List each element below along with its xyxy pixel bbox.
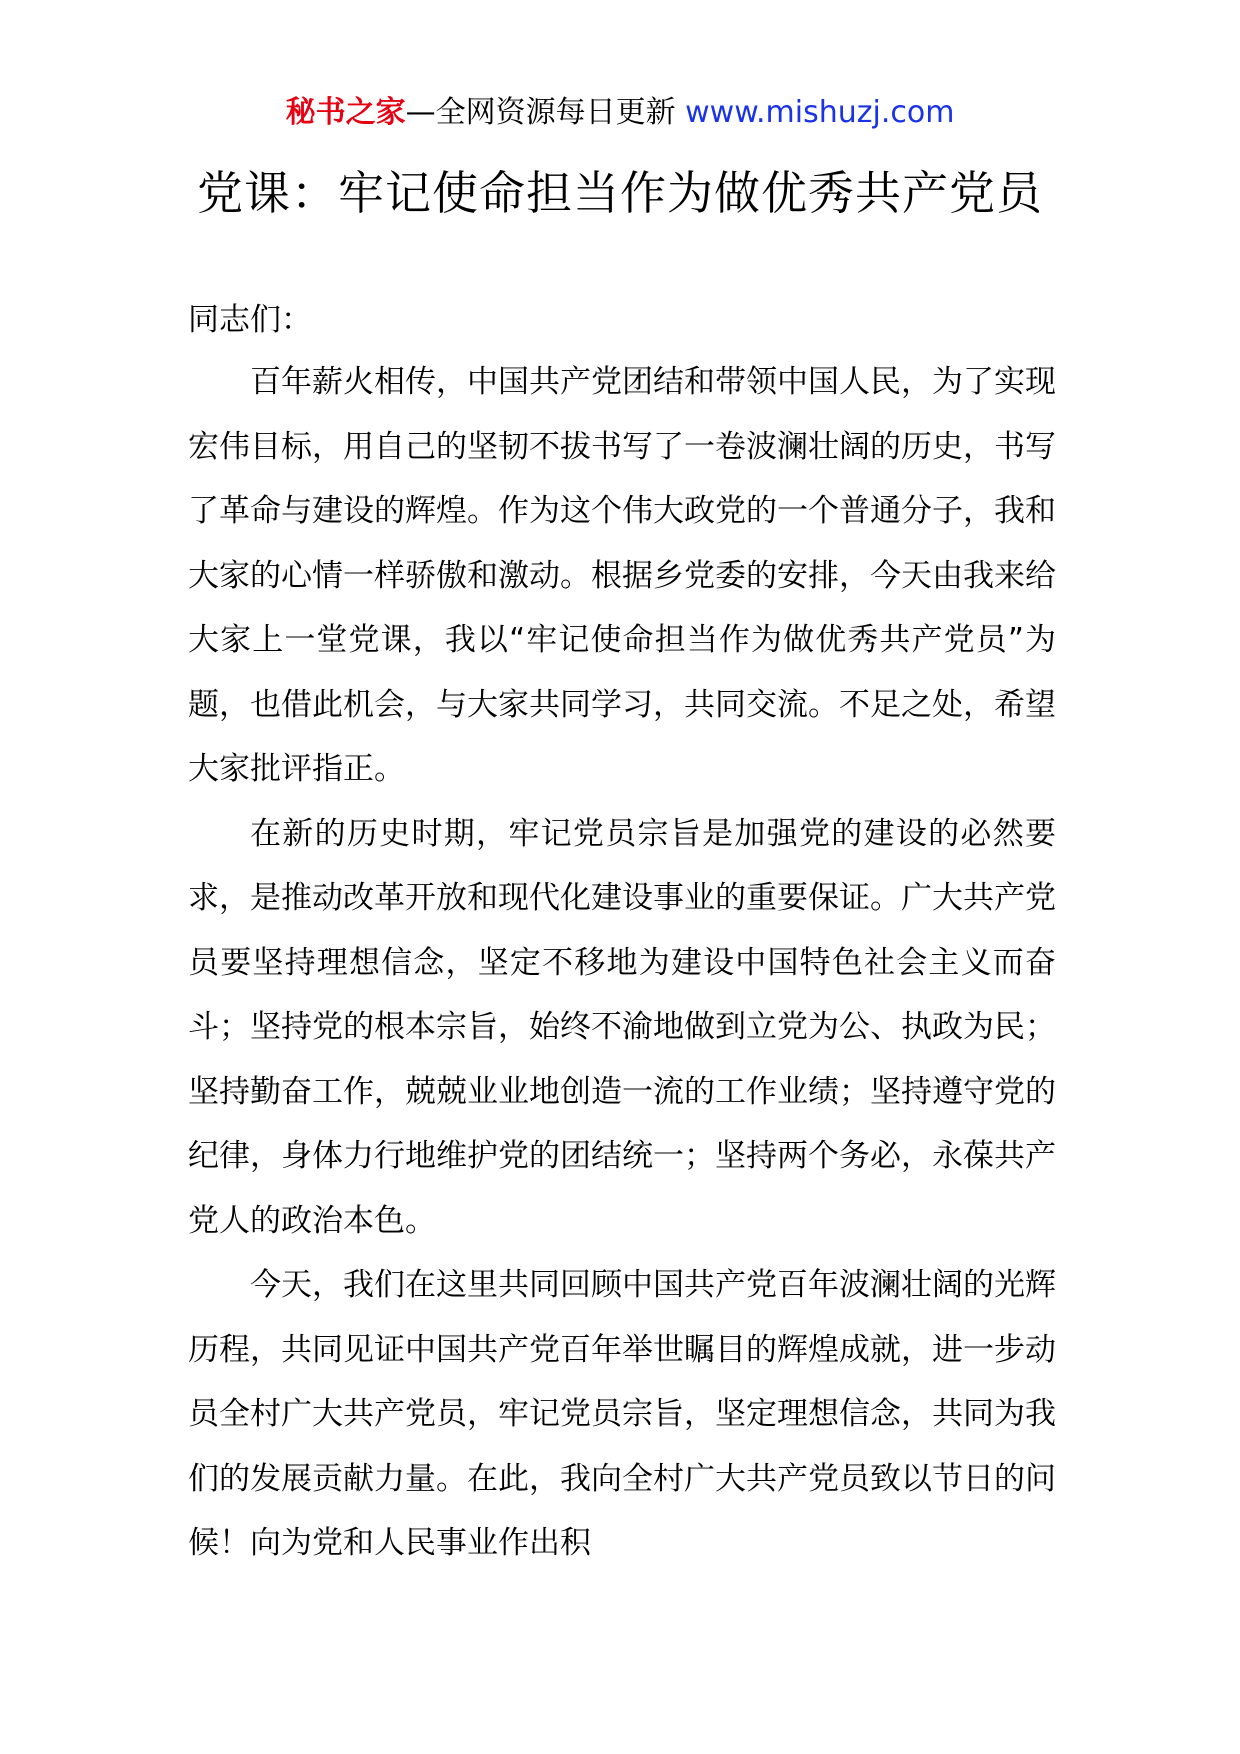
salutation: 同志们： [188,302,312,338]
paragraph-2: 在新的历史时期，牢记党员宗旨是加强党的建设的必然要求，是推动改革开放和现代化建设事业的重要保证。广大共产党员要坚持理想信念，坚定不移地为建设中国特色社会主义而奋斗；坚持党的根本宗旨，始终不渝地做到立党为公、执政为民；坚持勤奋工作，兢兢业业地创造一流的工作业绩；坚持遵守党的纪律，身体力行地维护党的团结统一；坚持两个务必，永葆共产党人的政治本色。 [188,815,1056,1239]
paragraph-1: 百年薪火相传，中国共产党团结和带领中国人民，为了实现宏伟目标，用自己的坚韧不拔书写了一卷波澜壮阔的历史，书写了革命与建设的辉煌。作为这个伟大政党的一个普通分子，我和大家的心情一样骄傲和激动。根据乡党委的安排，今天由我来给大家上一堂党课，我以“牢记使命担当作为做优秀共产党员”为题，也借此机会，与大家共同学习，共同交流。不足之处，希望大家批评指正。 [188,364,1056,787]
site-url-link[interactable]: www.mishuzj.com [685,95,955,130]
brand-tagline: —全网资源每日更新 [405,95,686,130]
document-body [188,290,1056,1576]
document-title: 党课：牢记使命担当作为做优秀共产党员 [197,166,1043,220]
site-banner [0,93,1240,133]
paragraph-3: 今天，我们在这里共同回顾中国共产党百年波澜壮阔的光辉历程，共同见证中国共产党百年举世瞩目的辉煌成就，进一步动员全村广大共产党员，牢记党员宗旨，坚定理想信念，共同为我们的发展贡献力量。在此，我向全村广大共产党员致以节日的问候！向为党和人民事业作出积 [188,1267,1056,1561]
brand-name: 秘书之家 [285,95,406,130]
